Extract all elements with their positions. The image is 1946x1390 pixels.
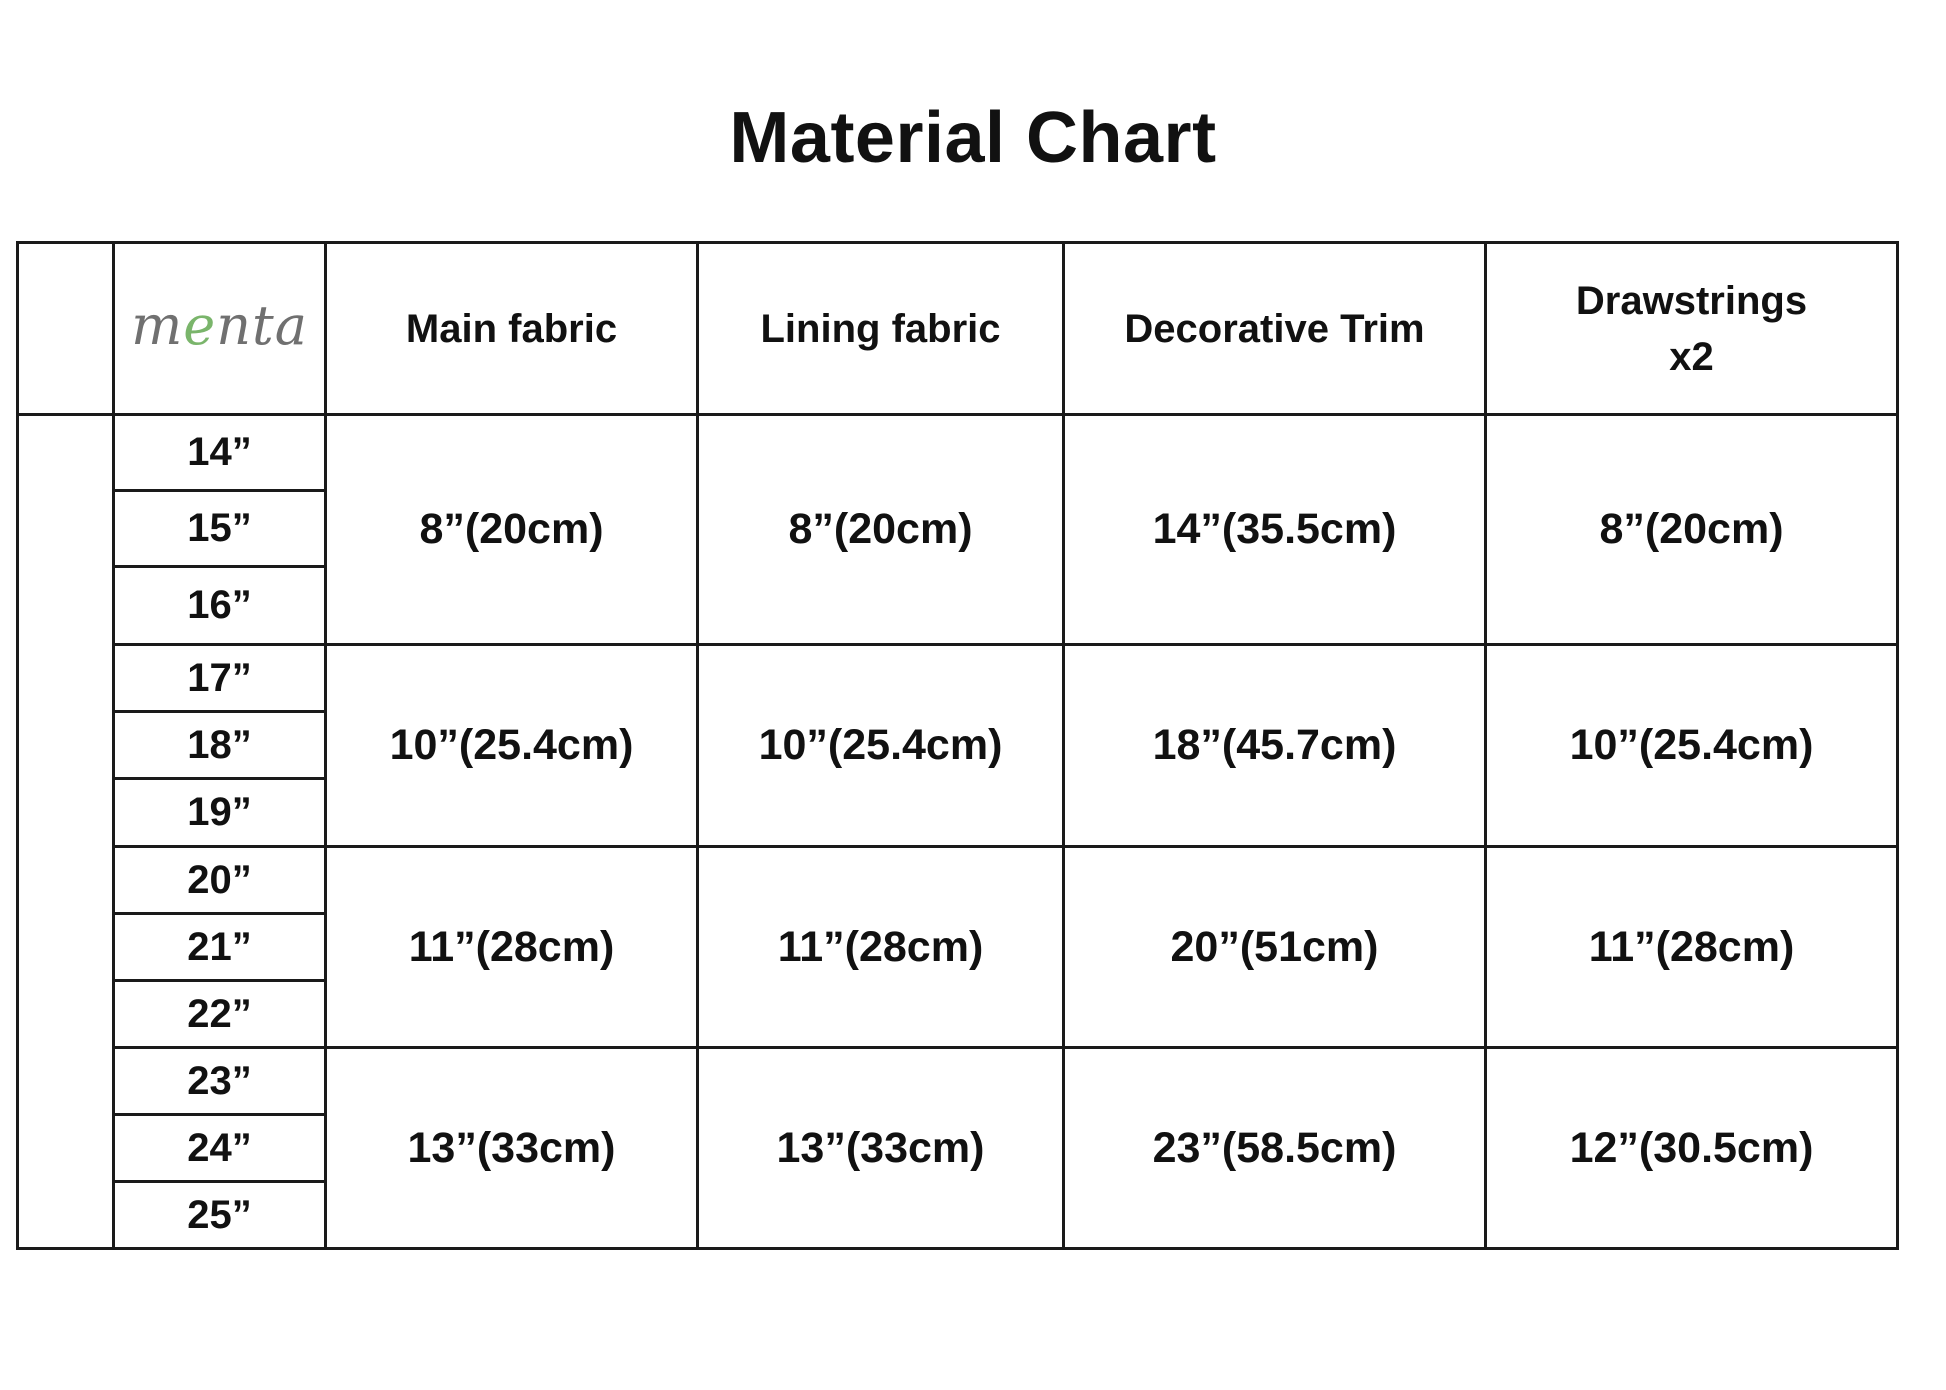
material-table (16, 241, 1899, 1250)
table-row (18, 1048, 1898, 1115)
header-lining-fabric: Lining fabric (698, 243, 1064, 415)
page-title: Material Chart (729, 98, 1217, 178)
size-cell: 21” (114, 914, 326, 981)
main-fabric-cell: 10”(25.4cm) (326, 645, 698, 847)
header-drawstrings-line2: x2 (1669, 334, 1714, 379)
header-row (18, 243, 1898, 415)
blank-header-cell (18, 243, 114, 415)
drawstrings-cell: 10”(25.4cm) (1486, 645, 1898, 847)
size-cell: 15” (114, 491, 326, 567)
decorative-trim-cell: 14”(35.5cm) (1064, 415, 1486, 645)
header-decorative-trim: Decorative Trim (1064, 243, 1486, 415)
main-fabric-cell: 8”(20cm) (326, 415, 698, 645)
size-cell: 22” (114, 981, 326, 1048)
table-row (18, 847, 1898, 914)
main-fabric-cell: 11”(28cm) (326, 847, 698, 1048)
header-main-fabric: Main fabric (326, 243, 698, 415)
lining-fabric-cell: 10”(25.4cm) (698, 645, 1064, 847)
size-cell: 16” (114, 567, 326, 645)
table-row (18, 645, 1898, 712)
header-drawstrings-line1: Drawstrings (1575, 278, 1808, 323)
decorative-trim-cell: 23”(58.5cm) (1064, 1048, 1486, 1249)
size-cell: 20” (114, 847, 326, 914)
decorative-trim-cell: 20”(51cm) (1064, 847, 1486, 1048)
size-cell: 19” (114, 779, 326, 847)
size-cell: 18” (114, 712, 326, 779)
lining-fabric-cell: 11”(28cm) (698, 847, 1064, 1048)
table-row (18, 415, 1898, 491)
size-cell: 25” (114, 1182, 326, 1249)
main-fabric-cell: 13”(33cm) (326, 1048, 698, 1249)
size-cell: 24” (114, 1115, 326, 1182)
header-drawstrings (1486, 243, 1898, 415)
drawstrings-cell: 12”(30.5cm) (1486, 1048, 1898, 1249)
drawstrings-cell: 8”(20cm) (1486, 415, 1898, 645)
blank-side-cell (18, 415, 114, 1249)
decorative-trim-cell: 18”(45.7cm) (1064, 645, 1486, 847)
lining-fabric-cell: 13”(33cm) (698, 1048, 1064, 1249)
size-cell: 23” (114, 1048, 326, 1115)
logo-cell (114, 243, 326, 415)
menta-logo: menta (131, 294, 308, 357)
size-cell: 17” (114, 645, 326, 712)
drawstrings-cell: 11”(28cm) (1486, 847, 1898, 1048)
size-cell: 14” (114, 415, 326, 491)
lining-fabric-cell: 8”(20cm) (698, 415, 1064, 645)
